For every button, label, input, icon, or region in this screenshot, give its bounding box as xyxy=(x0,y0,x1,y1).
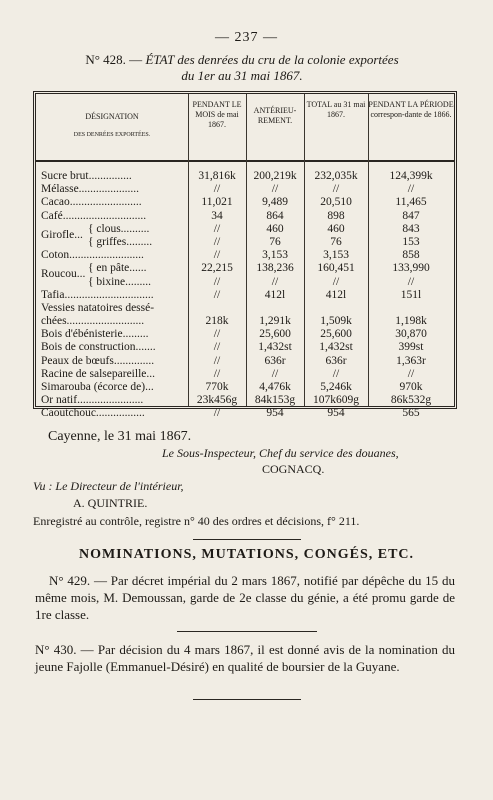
table-row: Simarouba (écorce de)... 770k 4,476k 5,246k 970k xyxy=(41,381,423,394)
section-heading: NOMINATIONS, MUTATIONS, CONGÉS, ETC. xyxy=(78,547,415,562)
header-designation: DÉSIGNATION DES DENRÉES EXPORTÉES. xyxy=(73,112,151,138)
table-row: Cacao......................... 11,021 9,489 20,510 11,465 xyxy=(41,196,427,209)
place-date: Cayenne, le 31 mai 1867. xyxy=(48,429,192,444)
paragraph-430: N° 430. — Par décision du 4 mars 1867, il est donné avis de la nomination du jeune Fajolle (Emmanuel-Désiré) en qualité de boursier de la Guyane. xyxy=(35,642,455,674)
table-body xyxy=(36,170,454,421)
table-row: Or natif....................... 23k456g 84k153g 107k609g 86k532g xyxy=(41,394,432,407)
table-row: Sucre brut............... 31,816k 200,219k 232,035k 124,399k xyxy=(41,170,433,182)
table-row-group: Roucou... { en pâte...... { bixine......... 22,215 138,236 160,451 133,990 // // // // xyxy=(41,262,430,288)
header-col4: PENDANT LA PÉRIODE correspon-dante de 1866. xyxy=(368,100,454,119)
signatory-role: Le Sous-Inspecteur, Chef du service des douanes, xyxy=(162,446,399,460)
registration-line: Enregistré au contrôle, registre n° 40 des ordres et décisions, f° 211. xyxy=(33,514,360,528)
vu-line: Vu : Le Directeur de l'intérieur, xyxy=(33,479,184,493)
table-row: Mélasse..................... // // // // xyxy=(41,183,415,196)
etat-title xyxy=(22,52,462,84)
page-number: — 237 — xyxy=(215,30,278,45)
divider xyxy=(177,631,317,632)
header-col3: TOTAL au 31 mai 1867. xyxy=(306,100,366,119)
paragraph-429: N° 429. — Par décret impérial du 2 mars 1867, notifié par dépêche du 15 du même mois, M. Demoussan, garde de 2e classe du génie, a été promu garde de 1re classe. xyxy=(35,573,455,622)
table-row: Café............................. 34 864 898 847 xyxy=(41,209,420,222)
table-row-group: Girofle... { clous.......... { griffes......... // 460 460 843 // 76 76 153 xyxy=(41,222,420,248)
table-header xyxy=(36,94,454,162)
divider xyxy=(193,539,301,540)
etat-title-line2: du 1er au 31 mai 1867. xyxy=(181,68,303,83)
table-row: Vessies natatoires dessé-chées........................... 218k 1,291k 1,509k 1,198k xyxy=(41,301,427,328)
etat-title-line1: ÉTAT des denrées du cru de la colonie exportées xyxy=(145,52,399,67)
table-row: Racine de salsepareille... // // // // xyxy=(41,367,415,380)
table-row: Bois d'ébénisterie......... // 25,600 25,600 30,870 xyxy=(41,328,427,341)
signatory-name: COGNACQ. xyxy=(262,462,325,476)
header-col1: PENDANT LE MOIS de mai 1867. xyxy=(192,100,242,129)
etat-number: N° 428. — xyxy=(85,52,143,67)
export-table xyxy=(33,91,457,420)
director-name: A. QUINTRIE. xyxy=(73,496,148,510)
table-row: Tafia............................... // 412l 412l 151l xyxy=(41,288,422,301)
table-row: Bois de construction....... // 1,432st 1,432st 399st xyxy=(41,341,424,354)
table-row: Coton.......................... // 3,153 3,153 858 xyxy=(41,249,420,262)
table-row: Caoutchouc................. // 954 954 565 xyxy=(41,407,420,420)
table-row: Peaux de bœufs.............. // 636r 636r 1,363r xyxy=(41,354,426,367)
header-col2: ANTÉRIEU-REMENT. xyxy=(253,106,297,125)
divider xyxy=(193,699,301,700)
